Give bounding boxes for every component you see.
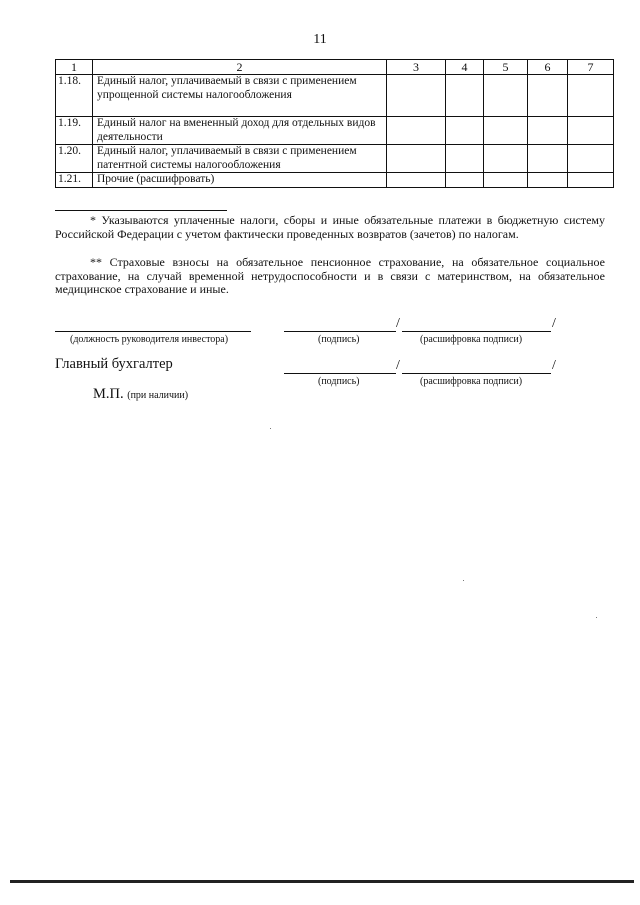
signature-line bbox=[284, 373, 396, 374]
slash: / bbox=[396, 358, 400, 373]
table-cell bbox=[568, 117, 614, 145]
table-cell bbox=[528, 117, 568, 145]
table-row bbox=[56, 145, 614, 173]
table-cell bbox=[568, 145, 614, 173]
signature-caption: (подпись) bbox=[318, 376, 360, 387]
footnote-taxes: * Указываются уплаченные налоги, сборы и иные обязательные платежи в бюджетную систему Российской Федерации с учетом фактически проведенных возвратов (зачетов) по налогам. bbox=[55, 213, 605, 241]
row-number: 1.18. bbox=[56, 75, 93, 117]
column-header: 3 bbox=[387, 60, 446, 75]
chief-accountant-label: Главный бухгалтер bbox=[55, 356, 173, 372]
table-cell bbox=[484, 145, 528, 173]
row-number: 1.21. bbox=[56, 173, 93, 188]
table-cell bbox=[568, 75, 614, 117]
table-cell bbox=[484, 173, 528, 188]
slash: / bbox=[552, 316, 556, 331]
slash: / bbox=[552, 358, 556, 373]
data-table bbox=[55, 59, 614, 188]
scan-speck bbox=[463, 580, 464, 581]
column-header: 7 bbox=[568, 60, 614, 75]
scan-speck bbox=[596, 617, 597, 618]
table-row bbox=[56, 173, 614, 188]
signature-caption: (подпись) bbox=[318, 334, 360, 345]
row-number: 1.19. bbox=[56, 117, 93, 145]
row-label: Прочие (расшифровать) bbox=[93, 173, 387, 188]
page-number: 11 bbox=[313, 32, 327, 47]
row-number: 1.20. bbox=[56, 145, 93, 173]
table-cell bbox=[446, 75, 484, 117]
row-label: Единый налог, уплачиваемый в связи с применением упрощенной системы налогообложения bbox=[93, 75, 387, 117]
decryption-caption: (расшифровка подписи) bbox=[420, 334, 523, 345]
table-cell bbox=[387, 75, 446, 117]
position-line bbox=[55, 331, 251, 332]
table-header-row bbox=[56, 60, 614, 75]
column-header: 4 bbox=[446, 60, 484, 75]
scan-edge-bar bbox=[10, 880, 634, 883]
footnote-divider bbox=[55, 210, 227, 211]
table-row bbox=[56, 117, 614, 145]
table-cell bbox=[387, 173, 446, 188]
column-header: 2 bbox=[93, 60, 387, 75]
table-cell bbox=[528, 75, 568, 117]
decryption-line bbox=[402, 373, 551, 374]
table-row bbox=[56, 75, 614, 117]
stamp-label: М.П. bbox=[93, 386, 124, 402]
table-cell bbox=[484, 75, 528, 117]
table-cell bbox=[568, 173, 614, 188]
decryption-line bbox=[402, 331, 551, 332]
position-caption: (должность руководителя инвестора) bbox=[70, 334, 229, 345]
decryption-caption: (расшифровка подписи) bbox=[420, 376, 523, 387]
column-header: 6 bbox=[528, 60, 568, 75]
signature-line bbox=[284, 331, 396, 332]
stamp-note: (при наличии) bbox=[127, 390, 189, 401]
column-header: 1 bbox=[56, 60, 93, 75]
table-cell bbox=[446, 173, 484, 188]
table-cell bbox=[446, 117, 484, 145]
table-cell bbox=[387, 117, 446, 145]
scan-speck bbox=[270, 428, 271, 429]
footnote-insurance: ** Страховые взносы на обязательное пенсионное страхование, на обязательное социальное страхование, на случай временной нетрудоспособности и в связи с материнством, на обязательное медицинское страхование и иные. bbox=[55, 255, 605, 296]
table-cell bbox=[528, 145, 568, 173]
table-cell bbox=[484, 117, 528, 145]
column-header: 5 bbox=[484, 60, 528, 75]
table-cell bbox=[528, 173, 568, 188]
row-label: Единый налог, уплачиваемый в связи с применением патентной системы налогообложения bbox=[93, 145, 387, 173]
table-cell bbox=[387, 145, 446, 173]
row-label: Единый налог на вмененный доход для отдельных видов деятельности bbox=[93, 117, 387, 145]
table-cell bbox=[446, 145, 484, 173]
slash: / bbox=[396, 316, 400, 331]
stamp-place-label bbox=[93, 386, 188, 403]
